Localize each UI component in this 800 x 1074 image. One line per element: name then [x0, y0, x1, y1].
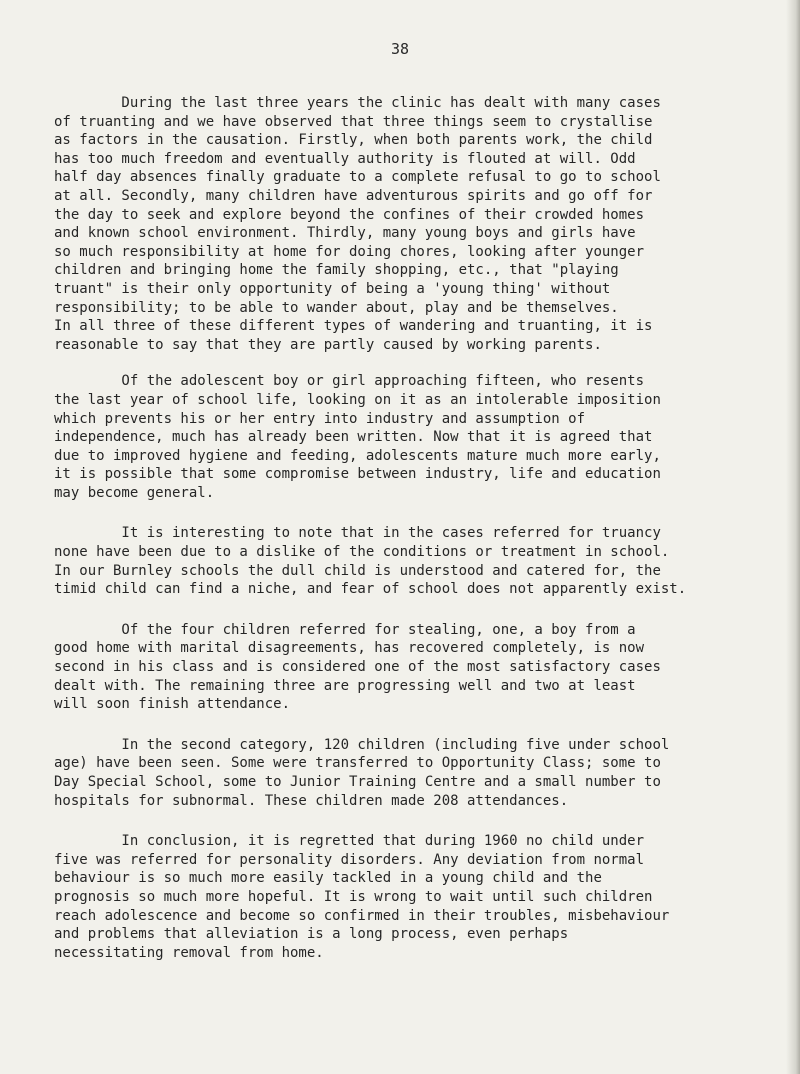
text-line: will soon finish attendance.	[54, 696, 291, 713]
text-line: In all three of these different types of wandering and truanting, it is	[54, 318, 653, 335]
text-line: the day to seek and explore beyond the confines of their crowded homes	[54, 206, 645, 223]
text-line: second in his class and is considered one of the most satisfactory cases	[54, 659, 661, 676]
text-line: timid child can find a niche, and fear of school does not apparently exist.	[54, 581, 687, 598]
text-line: In our Burnley schools the dull child is understood and catered for, the	[54, 562, 661, 579]
paragraph-adolescent	[54, 372, 790, 502]
paragraph-conclusion	[54, 832, 790, 962]
text-line: which prevents his or her entry into industry and assumption of	[54, 410, 586, 427]
paragraph-truancy-conditions	[54, 524, 790, 598]
text-line: the last year of school life, looking on it as an intolerable imposition	[54, 391, 661, 408]
text-line: and known school environment. Thirdly, many young boys and girls have	[54, 225, 636, 242]
text-line: at all. Secondly, many children have adventurous spirits and go off for	[54, 187, 653, 204]
text-line: necessitating removal from home.	[54, 944, 324, 961]
text-line: it is possible that some compromise between industry, life and education	[54, 466, 661, 483]
text-line: children and bringing home the family shopping, etc., that "playing	[54, 262, 619, 279]
paragraph-second-category	[54, 736, 790, 810]
text-line: prognosis so much more hopeful. It is wrong to wait until such children	[54, 888, 653, 905]
text-line: truant" is their only opportunity of being a 'young thing' without	[54, 280, 611, 297]
text-line: reach adolescence and become so confirmed in their troubles, misbehaviour	[54, 907, 670, 924]
page-edge-shadow	[786, 0, 800, 1074]
text-line: hospitals for subnormal. These children made 208 attendances.	[54, 792, 569, 809]
text-line: of truanting and we have observed that three things seem to crystallise	[54, 113, 653, 130]
page-number: 38	[390, 40, 410, 58]
text-line: may become general.	[54, 484, 215, 501]
text-line: and problems that alleviation is a long process, even perhaps	[54, 926, 569, 943]
text-line: independence, much has already been written. Now that it is agreed that	[54, 429, 653, 446]
text-line: In conclusion, it is regretted that during 1960 no child under	[54, 833, 645, 850]
text-line: so much responsibility at home for doing chores, looking after younger	[54, 243, 645, 260]
text-line: It is interesting to note that in the cases referred for truancy	[54, 525, 661, 542]
text-line: none have been due to a dislike of the conditions or treatment in school.	[54, 544, 670, 561]
document-body	[54, 94, 790, 980]
text-line: behaviour is so much more easily tackled in a young child and the	[54, 870, 602, 887]
text-line: responsibility; to be able to wander about, play and be themselves.	[54, 299, 619, 316]
text-line: Day Special School, some to Junior Training Centre and a small number to	[54, 774, 661, 790]
text-line: has too much freedom and eventually authority is flouted at will. Odd	[54, 150, 636, 167]
paragraph-truanting	[54, 94, 790, 354]
text-line: good home with marital disagreements, has recovered completely, is now	[54, 640, 645, 657]
text-line: age) have been seen. Some were transferred to Opportunity Class; some to	[54, 755, 661, 772]
text-line: half day absences finally graduate to a complete refusal to go to school	[54, 169, 661, 186]
text-line: During the last three years the clinic has dealt with many cases	[54, 95, 661, 111]
paragraph-stealing	[54, 621, 790, 714]
text-line: In the second category, 120 children (including five under school	[54, 736, 670, 753]
text-line: Of the four children referred for stealing, one, a boy from a	[54, 621, 636, 638]
text-line: Of the adolescent boy or girl approaching fifteen, who resents	[54, 373, 645, 390]
text-line: reasonable to say that they are partly caused by working parents.	[54, 336, 602, 353]
text-line: as factors in the causation. Firstly, when both parents work, the child	[54, 132, 653, 149]
text-line: five was referred for personality disorders. Any deviation from normal	[54, 851, 645, 868]
text-line: due to improved hygiene and feeding, adolescents mature much more early,	[54, 447, 661, 464]
text-line: dealt with. The remaining three are progressing well and two at least	[54, 677, 636, 694]
